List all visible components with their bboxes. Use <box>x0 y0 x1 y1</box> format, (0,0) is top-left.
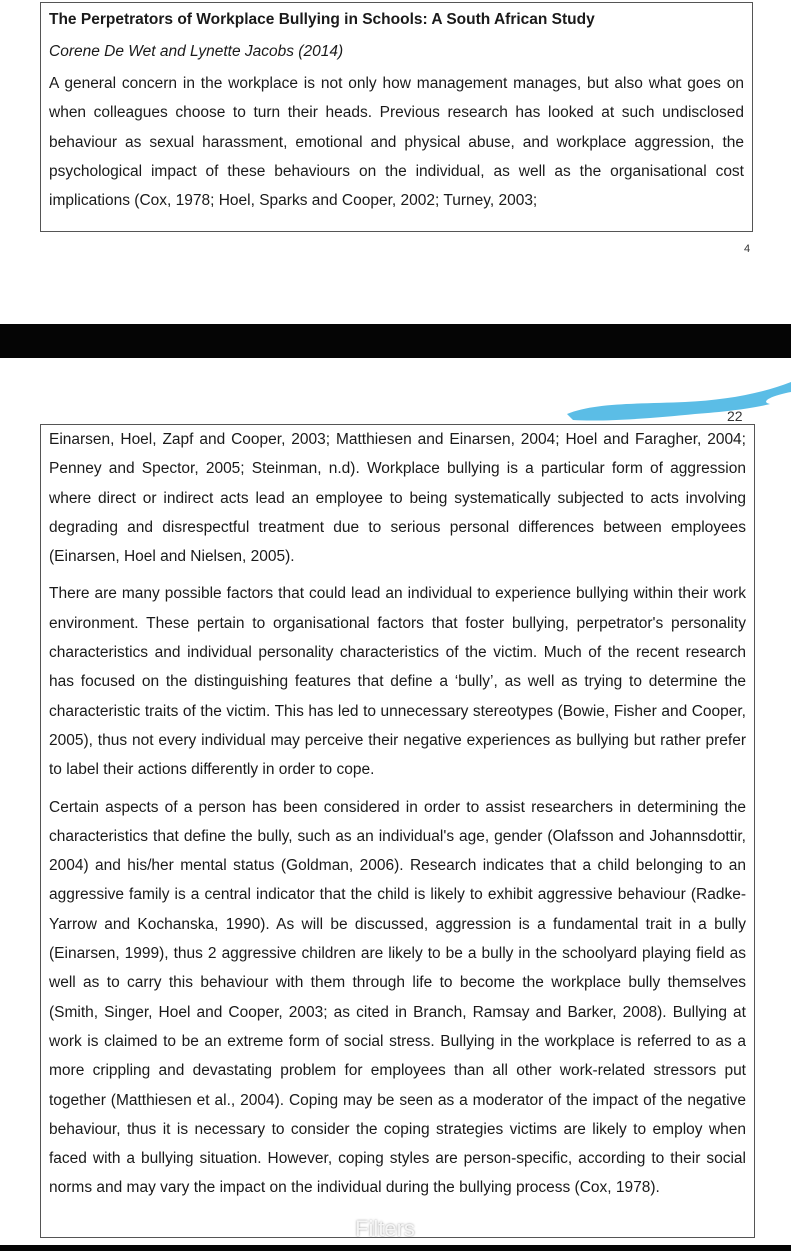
chevron-up-icon[interactable] <box>372 1196 396 1210</box>
paragraph-1: Einarsen, Hoel, Zapf and Cooper, 2003; Matthiesen and Einarsen, 2004; Hoel and Faragher, 2004; Penney and Spector, 2005; Steinman, n.d). Workplace bullying is a particular form of aggression where direct or indirect acts lead an employee to being systematically subjected to acts involving degrading and disrespectful treatment due to serious personal differences between employees (Einarsen, Hoel and Nielsen, 2005). <box>49 431 746 566</box>
filters-button[interactable]: Filters <box>355 1216 415 1241</box>
paragraph-2: There are many possible factors that could lead an individual to experience bullying within their work environment. These pertain to organisational factors that foster bullying, perpetrator's personality characteristics and individual personality characteristics of the victim. Much of the recent research has focused on the distinguishing features that define a ‘bully’, as well as trying to determine the characteristic traits of the victim. This has led to unnecessary stereotypes (Bowie, Fisher and Cooper, 2005), thus not every individual may perceive their negative experiences as bullying but rather prefer to label their actions differently in order to cope. <box>49 585 746 779</box>
document-title: The Perpetrators of Workplace Bullying in Schools: A South African Study <box>49 11 595 28</box>
page-divider-bar <box>0 324 791 358</box>
excerpt-box-top <box>40 2 753 232</box>
bottom-bar <box>0 1245 791 1251</box>
page-number-bottom: 22 <box>727 408 743 424</box>
page-number-top: 4 <box>744 243 751 255</box>
paragraph-top: A general concern in the workplace is not only how management manages, but also what goes on when colleagues choose to turn their heads. Previous research has looked at such undisclosed behaviour as sexual harassment, emotional and physical abuse, and workplace aggression, the psychological impact of these behaviours on the individual, as well as the organisational cost implications (Cox, 1978; Hoel, Sparks and Cooper, 2002; Turney, 2003; <box>49 75 744 210</box>
document-authors: Corene De Wet and Lynette Jacobs (2014) <box>49 43 344 60</box>
redaction-scribble <box>565 380 791 425</box>
paragraph-3: Certain aspects of a person has been considered in order to assist researchers in determining the characteristics that define the bully, such as an individual's age, gender (Olafsson and Johannsdottir, 2004) and his/her mental status (Goldman, 2006). Research indicates that a child belonging to an aggressive family is a central indicator that the child is likely to exhibit aggressive behaviour (Radke-Yarrow and Kochanska, 1990). As will be discussed, aggression is a fundamental trait in a bully (Einarsen, 1999), thus 2 aggressive children are likely to be a bully in the schoolyard playing field as well as to carry this behaviour with them through life to become the workplace bully themselves (Smith, Singer, Hoel and Cooper, 2003; as cited in Branch, Ramsay and Barker, 2008). Bullying at work is claimed to be an extreme form of social stress. Bullying in the workplace is referred to as a more crippling and devastating problem for employees than all other work-related stressors put together (Matthiesen et al., 2004). Coping may be seen as a moderator of the impact of the negative behaviour, thus it is necessary to consider the coping strategies victims are likely to employ when faced with a bullying situation. However, coping styles are person-specific, according to their social norms and may vary the impact on the individual during the bullying process (Cox, 1978). <box>49 798 746 1197</box>
excerpt-box-main <box>40 424 755 1238</box>
